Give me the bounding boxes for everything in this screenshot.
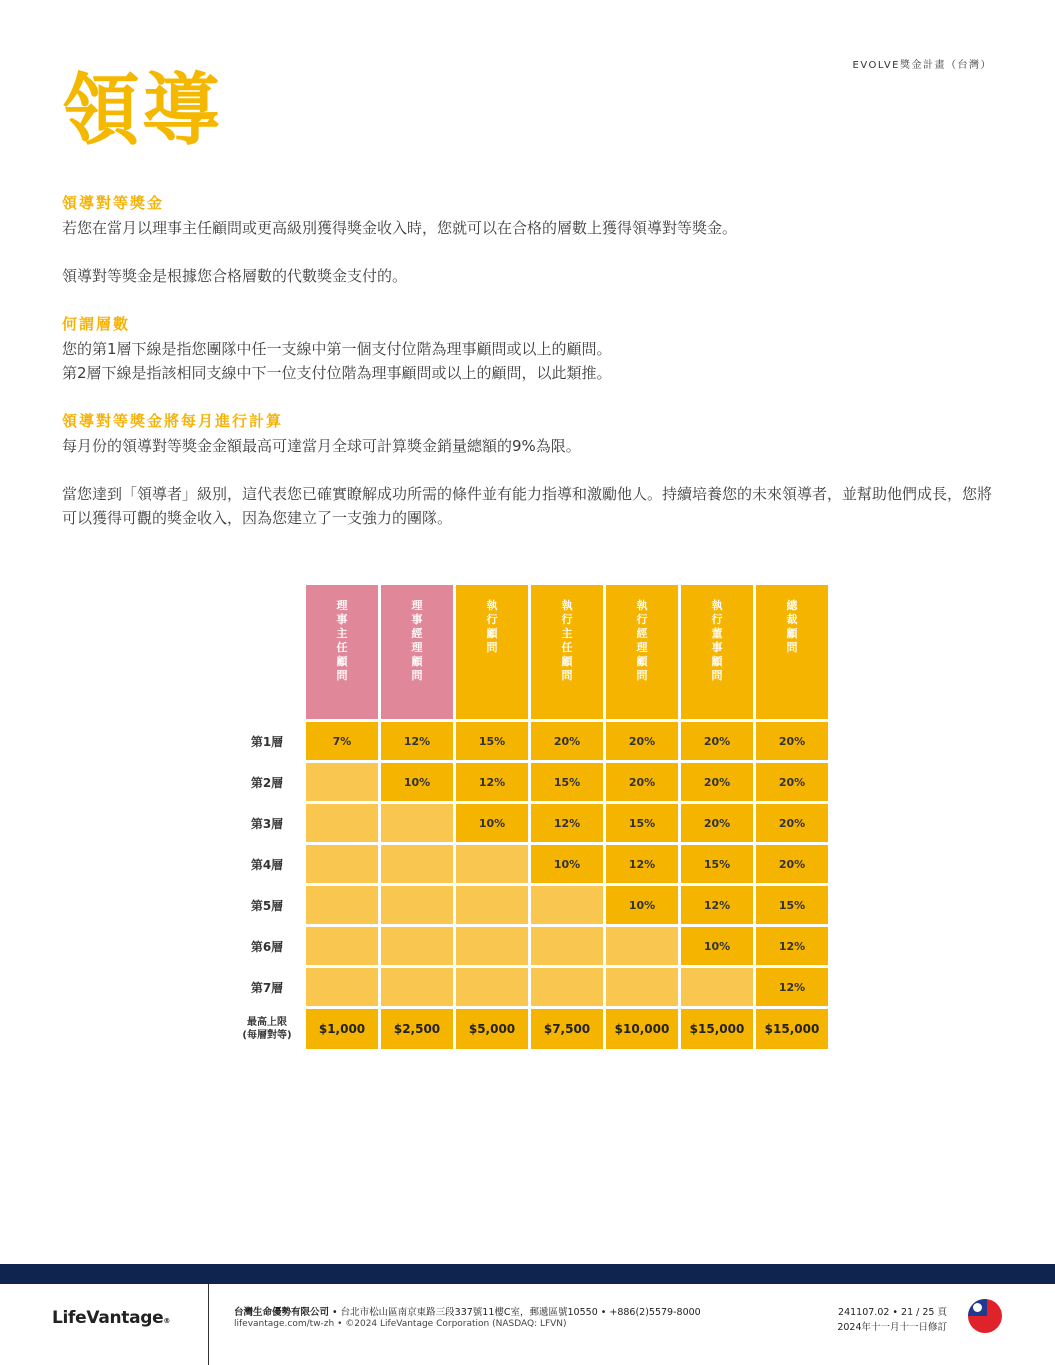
table-row <box>231 763 828 801</box>
rank-header-label: 執行經理顧問 <box>636 599 648 682</box>
match-percentage-cell: 15% <box>531 763 603 801</box>
match-percentage-cell <box>306 927 378 965</box>
cap-label-line1: 最高上限 <box>247 1017 287 1028</box>
table-row <box>231 927 828 965</box>
rank-header-label: 執行顧問 <box>486 599 498 654</box>
match-percentage-cell <box>681 968 753 1006</box>
match-percentage-cell: 12% <box>381 722 453 760</box>
match-percentage-cell <box>381 968 453 1006</box>
level-label: 第3層 <box>231 804 303 842</box>
match-percentage-cell <box>306 968 378 1006</box>
match-percentage-cell <box>456 968 528 1006</box>
match-percentage-cell <box>306 804 378 842</box>
level-label: 第1層 <box>231 722 303 760</box>
cap-amount-cell: $10,000 <box>606 1009 678 1049</box>
level-label: 第5層 <box>231 886 303 924</box>
rank-header <box>456 585 528 719</box>
match-percentage-cell <box>381 886 453 924</box>
level-label: 第6層 <box>231 927 303 965</box>
rank-header-label: 理事主任顧問 <box>336 599 348 682</box>
leadership-match-table <box>228 582 831 1052</box>
match-percentage-cell: 10% <box>456 804 528 842</box>
rank-header-label: 執行主任顧問 <box>561 599 573 682</box>
rank-header-label: 執行董事顧問 <box>711 599 723 682</box>
match-percentage-cell: 12% <box>531 804 603 842</box>
cap-amount-cell: $5,000 <box>456 1009 528 1049</box>
rank-header <box>756 585 828 719</box>
match-percentage-cell: 12% <box>756 968 828 1006</box>
match-percentage-cell: 20% <box>606 722 678 760</box>
body-content <box>62 193 997 530</box>
section-heading-monthly-calculation: 領導對等獎金將每月進行計算 <box>62 412 284 430</box>
match-percentage-cell: 20% <box>756 804 828 842</box>
table-row <box>231 968 828 1006</box>
table-row <box>231 804 828 842</box>
lifevantage-logo: LifeVantage® <box>52 1308 171 1328</box>
section-heading-levels: 何謂層數 <box>62 315 131 333</box>
match-percentage-cell: 15% <box>756 886 828 924</box>
match-percentage-cell: 7% <box>306 722 378 760</box>
match-percentage-cell: 20% <box>756 763 828 801</box>
match-percentage-cell: 15% <box>456 722 528 760</box>
table-corner <box>231 585 303 719</box>
document-reference: 241107.02 • 21 / 25 頁 <box>838 1307 947 1318</box>
table-row <box>231 886 828 924</box>
paragraph: 您的第1層下線是指您團隊中任一支線中第一個支付位階為理事顧問或以上的顧問。 <box>62 340 612 358</box>
match-percentage-cell <box>531 886 603 924</box>
rank-header <box>681 585 753 719</box>
cap-amount-cell: $15,000 <box>681 1009 753 1049</box>
paragraph: 每月份的領導對等獎金金額最高可達當月全球可計算獎金銷量總額的9%為限。 <box>62 437 581 455</box>
match-percentage-cell: 12% <box>456 763 528 801</box>
match-percentage-cell: 20% <box>606 763 678 801</box>
match-percentage-cell <box>456 845 528 883</box>
paragraph: 第2層下線是指該相同支線中下一位支付位階為理事顧問或以上的顧問，以此類推。 <box>62 364 612 382</box>
table-row <box>231 722 828 760</box>
match-percentage-cell <box>306 845 378 883</box>
rank-header <box>531 585 603 719</box>
table-row <box>231 845 828 883</box>
cap-amount-cell: $15,000 <box>756 1009 828 1049</box>
cap-row <box>231 1009 828 1049</box>
taiwan-flag-icon <box>968 1299 1002 1333</box>
match-percentage-cell <box>456 927 528 965</box>
match-percentage-cell: 12% <box>606 845 678 883</box>
level-label: 第4層 <box>231 845 303 883</box>
cap-amount-cell: $2,500 <box>381 1009 453 1049</box>
footer <box>0 1284 1055 1365</box>
footer-website-copyright: lifevantage.com/tw-zh • ©2024 LifeVantage Corporation (NASDAQ: LFVN) <box>234 1319 567 1329</box>
rank-header-label: 總裁顧問 <box>786 599 798 654</box>
rank-header <box>381 585 453 719</box>
match-percentage-cell <box>381 927 453 965</box>
paragraph: 若您在當月以理事主任顧問或更高級別獲得獎金收入時，您就可以在合格的層數上獲得領導對等獎金。 <box>62 219 738 237</box>
match-percentage-cell: 10% <box>381 763 453 801</box>
level-label: 第7層 <box>231 968 303 1006</box>
match-percentage-cell: 10% <box>531 845 603 883</box>
rank-header <box>306 585 378 719</box>
rank-header-row <box>231 585 828 719</box>
match-percentage-cell: 20% <box>756 845 828 883</box>
match-percentage-cell <box>531 927 603 965</box>
footer-divider <box>208 1284 209 1365</box>
match-percentage-cell: 20% <box>681 763 753 801</box>
match-percentage-cell: 20% <box>681 722 753 760</box>
paragraph: 當您達到「領導者」級別，這代表您已確實瞭解成功所需的條件並有能力指導和激勵他人。持續培養您的未來領導者，並幫助他們成長，您將可以獲得可觀的獎金收入，因為您建立了一支強力的團隊。 <box>62 485 993 527</box>
section-heading-leadership-match: 領導對等獎金 <box>62 194 165 212</box>
match-percentage-cell <box>381 845 453 883</box>
match-percentage-cell <box>531 968 603 1006</box>
match-percentage-cell <box>306 763 378 801</box>
cap-label-line2: (每層對等) <box>242 1030 292 1041</box>
rank-header-label: 理事經理顧問 <box>411 599 423 682</box>
match-percentage-cell <box>381 804 453 842</box>
level-label: 第2層 <box>231 763 303 801</box>
footer-band <box>0 1264 1055 1284</box>
match-percentage-cell: 15% <box>681 845 753 883</box>
match-percentage-cell <box>606 927 678 965</box>
rank-header <box>606 585 678 719</box>
match-percentage-cell: 15% <box>606 804 678 842</box>
cap-amount-cell: $1,000 <box>306 1009 378 1049</box>
cap-label <box>231 1009 303 1049</box>
program-tag: EVOLVE獎金計畫（台灣） <box>852 60 992 71</box>
revision-date: 2024年十一月十一日修訂 <box>837 1322 947 1333</box>
match-percentage-cell <box>606 968 678 1006</box>
match-percentage-cell: 10% <box>606 886 678 924</box>
match-percentage-cell: 20% <box>531 722 603 760</box>
footer-company-address: 台灣生命優勢有限公司 • 台北市松山區南京東路三段337號11樓C室，郵遞區號10550 • +886(2)5579-8000 <box>234 1307 701 1318</box>
match-percentage-cell: 12% <box>681 886 753 924</box>
match-percentage-cell: 20% <box>756 722 828 760</box>
match-percentage-cell <box>306 886 378 924</box>
match-percentage-cell: 12% <box>756 927 828 965</box>
match-percentage-cell: 20% <box>681 804 753 842</box>
paragraph: 領導對等獎金是根據您合格層數的代數獎金支付的。 <box>62 267 408 285</box>
cap-amount-cell: $7,500 <box>531 1009 603 1049</box>
page-title: 領導 <box>62 66 223 156</box>
match-percentage-cell: 10% <box>681 927 753 965</box>
match-percentage-cell <box>456 886 528 924</box>
